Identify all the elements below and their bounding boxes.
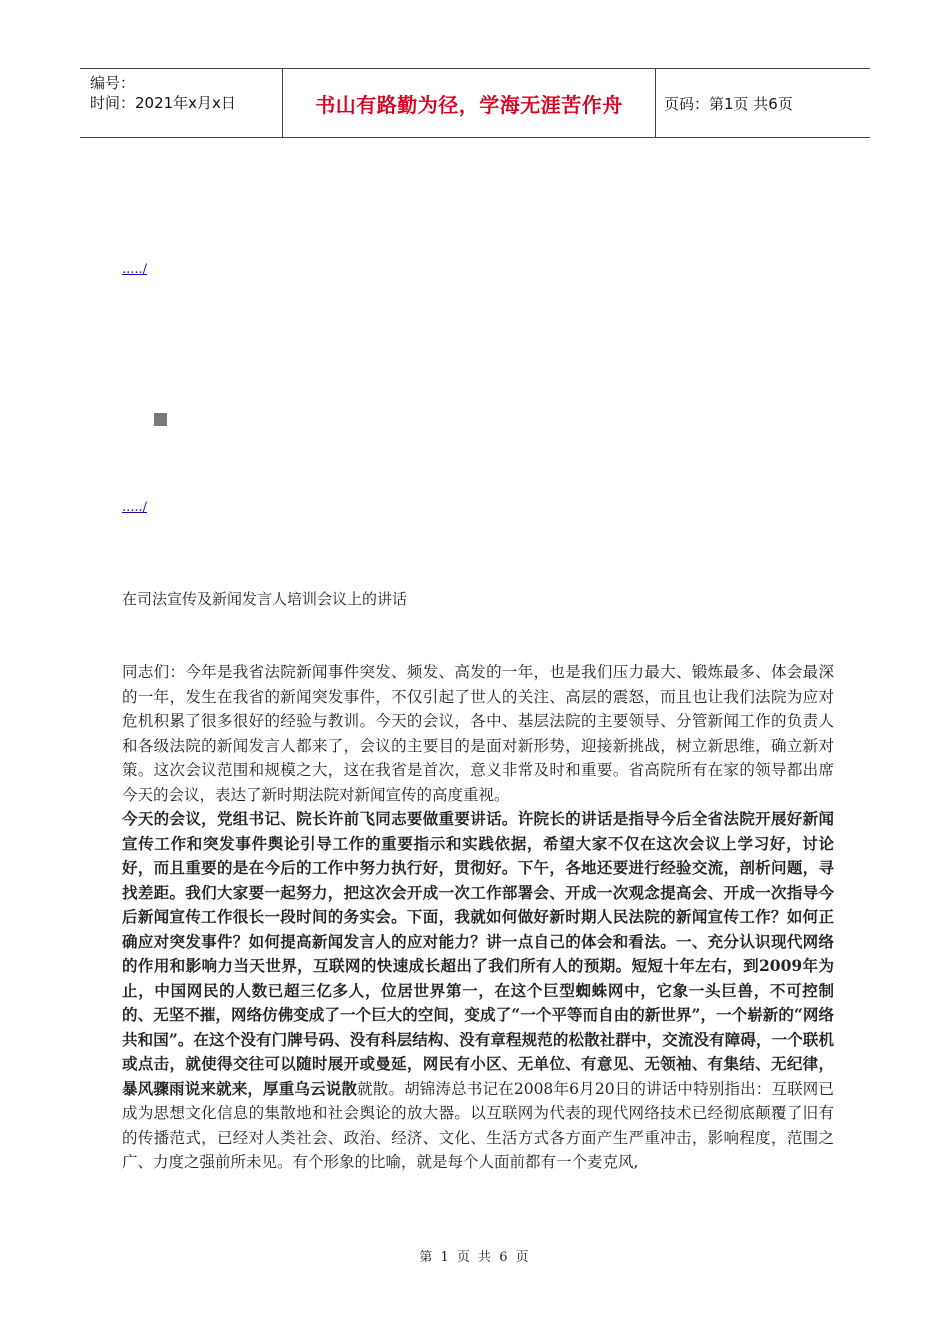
header-motto: 书山有路勤为径，学海无涯苦作舟 (283, 69, 656, 137)
document-body (122, 660, 834, 1175)
document-title: 在司法宣传及新闻发言人培训会议上的讲话 (122, 590, 408, 608)
paragraph-2-bold: 今天的会议，党组书记、院长许前飞同志要做重要讲话。许院长的讲话是指导今后全省法院开展好新闻宣传工作和突发事件舆论引导工作的重要指示和实践依据，希望大家不仅在这次会议上学习好，讨论好，而且重要的是在今后的工作中努力执行好，贯彻好。下午，各地还要进行经验交流，剖析问题，寻找差距。我们大家要一起努力，把这次会开成一次工作部署会、开成一次观念提高会、开成一次指导今后新闻宣传工作很长一段时间的务实会。下面，我就如何做好新时期人民法院的新闻宣传工作？如何正确应对突发事件？如何提高新闻发言人的应对能力？讲一点自己的体会和看法。一、充分认识现代网络的作用和影响力当天世界，互联网的快速成长超出了我们所有人的预期。短短十年左右，到2009年为止，中国网民的人数已超三亿多人，位居世界第一，在这个巨型蜘蛛网中，它象一头巨兽，不可控制的、无坚不摧，网络仿佛变成了一个巨大的空间，变成了“一个平等而自由的新世界”，一个崭新的“网络共和国”。在这个没有门牌号码、没有科层结构、没有章程规范的松散社群中，交流没有障碍，一个联机或点击，就使得交往可以随时展开或曼延，网民有小区、无单位、有意见、无领袖、有集结、无纪律，暴风骤雨说来就来，厚重乌云说散 (122, 809, 834, 1098)
number-label: 编号： (90, 74, 136, 92)
placeholder-image-icon (154, 413, 167, 426)
paragraph-2 (122, 807, 834, 1175)
page-footer: 第 1 页 共 6 页 (419, 1250, 531, 1265)
paragraph-2-normal: 就散。胡锦涛总书记在2008年6月20日的讲话中特别指出：互联网已成为思想文化信息的集散地和社会舆论的放大器。以互联网为代表的现代网络技术已经彻底颠覆了旧有的传播范式，已经对人类社会、政治、经济、文化、生活方式各方面产生严重冲击，影响程度，范围之广、力度之强前所未见。有个形象的比喻，就是每个人面前都有一个麦克风, (122, 1079, 834, 1171)
time-label: 时间：2021年x月x日 (90, 94, 236, 112)
link-bottom[interactable]: ...../ (122, 500, 148, 515)
header-meta-cell (80, 69, 283, 137)
header-table (80, 68, 870, 138)
link-top[interactable]: ...../ (122, 262, 148, 277)
paragraph-1: 同志们：今年是我省法院新闻事件突发、频发、高发的一年，也是我们压力最大、锻炼最多、体会最深的一年，发生在我省的新闻突发事件，不仅引起了世人的关注、高层的震怒，而且也让我们法院为应对危机积累了很多很好的经验与教训。今天的会议，各中、基层法院的主要领导、分管新闻工作的负责人和各级法院的新闻发言人都来了，会议的主要目的是面对新形势，迎接新挑战，树立新思维，确立新对策。这次会议范围和规模之大，这在我省是首次，意义非常及时和重要。省高院所有在家的领导都出席今天的会议，表达了新时期法院对新闻宣传的高度重视。 (122, 663, 834, 804)
header-page-label: 页码：第1页 共6页 (664, 94, 793, 113)
